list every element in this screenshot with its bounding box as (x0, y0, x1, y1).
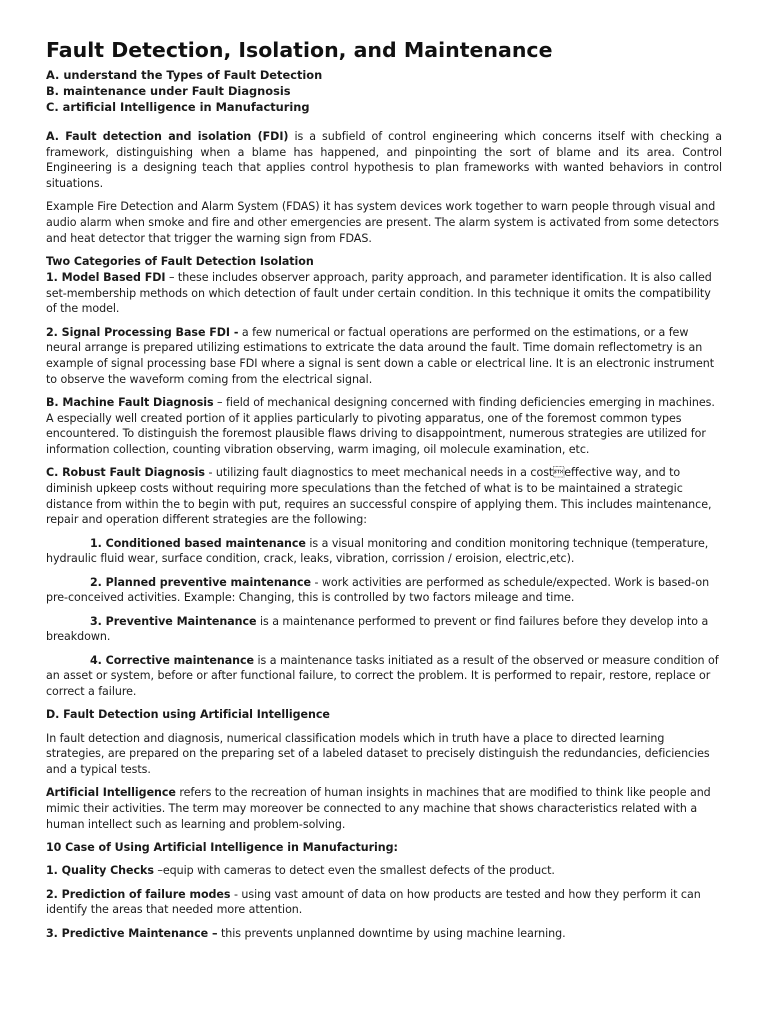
toc-item: A. understand the Types of Fault Detection (46, 68, 323, 82)
section-c-heading: C. Robust Fault Diagnosis (46, 466, 205, 480)
signal-processing-fdi-text: a few numerical or factual operations are performed on the estimations, or a few neural arrange is prepared utilizing estimations to extricate the data around the fault. Time domain reflectometry is an example of signal processing base FDI where a signal is sent down a cable or electrical line. It is an electronic instrument to observe the waveform coming from the electrical signal. (46, 325, 715, 386)
model-based-fdi-text: – these includes observer approach, parity approach, and parameter identification. It is also called set-membership methods on which detection of fault under certain condition. In this technique it omits the compatibility of the model. (46, 270, 712, 316)
two-categories-title: Two Categories of Fault Detection Isolation (46, 255, 314, 269)
cases-heading (46, 840, 722, 856)
maintenance-item-heading: 1. Conditioned based maintenance (90, 536, 306, 550)
section-b-paragraph (46, 395, 722, 458)
case-item-heading: 2. Prediction of failure modes (46, 887, 231, 901)
maintenance-item-text: is a visual monitoring and condition monitoring technique (temperature, hydraulic fluid wear, surface condition, crack, leaks, vibration, corrission / eroision, electric,etc). (46, 536, 709, 566)
section-b-heading: B. Machine Fault Diagnosis (46, 395, 214, 409)
toc-item: C. artificial Intelligence in Manufacturing (46, 100, 310, 114)
document-title: Fault Detection, Isolation, and Maintenance (46, 38, 553, 62)
case-item-heading: 3. Predictive Maintenance – (46, 926, 218, 940)
case-item-text: this prevents unplanned downtime by using machine learning. (217, 926, 566, 940)
ai-definition-text: refers to the recreation of human insights in machines that are modified to think like people and mimic their activities. The term may moreover be connected to any machine that shows characteristics related with a human intellect such as learning and problem-solving. (46, 786, 711, 831)
ai-definition-paragraph (46, 785, 722, 832)
maintenance-item (46, 575, 722, 606)
cases-title: 10 Case of Using Artificial Intelligence in Manufacturing: (46, 841, 398, 855)
section-a-paragraph (46, 129, 722, 192)
section-a-text: is a subfield of control engineering which concerns itself with checking a framework, distinguishing when a blame has happened, and pinpointing the sort of blame and its area. Control Engineering is a designing teach that applies control hypothesis to plan frameworks with wanted behaviors in control situations. (46, 130, 722, 191)
case-item-heading: 1. Quality Checks (46, 864, 154, 878)
case-item (46, 863, 722, 879)
signal-processing-fdi-paragraph (46, 325, 722, 388)
section-d-heading (46, 707, 722, 723)
maintenance-item-heading: 4. Corrective maintenance (90, 653, 255, 667)
model-based-fdi-paragraph (46, 270, 722, 317)
two-categories-heading (46, 254, 722, 270)
section-a-heading: A. Fault detection and isolation (FDI) (46, 130, 289, 143)
example-paragraph: Example Fire Detection and Alarm System (FDAS) it has system devices work together to warn people through visual and audio alarm when smoke and fire and other emergencies are present. The alarm system is activated from some detectors and heat detector that trigger the warning sign from FDAS. (46, 200, 720, 245)
model-based-fdi-heading: 1. Model Based FDI (46, 270, 166, 284)
maintenance-item-text: - work activities are performed as schedule/expected. Work is based-on pre-conceived activities. Example: Changing, this is controlled by two factors mileage and time. (46, 575, 710, 605)
section-c-paragraph (46, 465, 722, 528)
maintenance-item-text: is a maintenance performed to prevent or find failures before they develop into a breakdown. (46, 614, 709, 644)
section-d-paragraph: In fault detection and diagnosis, numerical classification models which in truth have a place to directed learning strategies, are prepared on the preparing set of a labeled dataset to precisely distinguish the redundancies, deficiencies and a typical tests. (46, 731, 710, 777)
case-item-text: –equip with cameras to detect even the smallest defects of the product. (153, 864, 555, 878)
toc-item: B. maintenance under Fault Diagnosis (46, 84, 291, 98)
case-item (46, 887, 722, 918)
maintenance-item (46, 536, 722, 567)
case-item-text: - using vast amount of data on how products are tested and how they perform it can identify the areas that needed more attention. (46, 887, 701, 917)
table-of-contents (46, 67, 722, 115)
section-d-title: D. Fault Detection using Artificial Intelligence (46, 708, 330, 722)
section-c-text: - utilizing fault diagnostics to meet mechanical needs in a costeffective way, and to diminish upkeep costs without requiring more speculations than the fetched of what is to be maintained a strategic distance from within the to begin with put, requires an successful conspire of applying them. This includes maintenance, repair and operation different strategies are the following: (46, 466, 712, 527)
maintenance-item (46, 653, 722, 700)
maintenance-item (46, 614, 722, 645)
case-item (46, 926, 722, 942)
maintenance-item-heading: 3. Preventive Maintenance (90, 614, 257, 628)
section-b-text: – field of mechanical designing concerned with finding deficiencies emerging in machines. A especially well created portion of it applies particularly to pivoting apparatus, one of the foremost common types encountered. To distinguish the foremost plausible flaws driving to disappointment, numerous strategies are utilized for information collection, counting vibration observing, warm imaging, oil molecule examination, etc. (46, 395, 715, 457)
ai-definition-heading: Artificial Intelligence (46, 786, 176, 800)
signal-processing-fdi-heading: 2. Signal Processing Base FDI - (46, 325, 239, 339)
maintenance-item-heading: 2. Planned preventive maintenance (90, 575, 311, 589)
maintenance-item-text: is a maintenance tasks initiated as a result of the observed or measure condition of an asset or system, before or after functional failure, to correct the problem. It is performed to repair, restore, replace or correct a failure. (46, 653, 719, 699)
